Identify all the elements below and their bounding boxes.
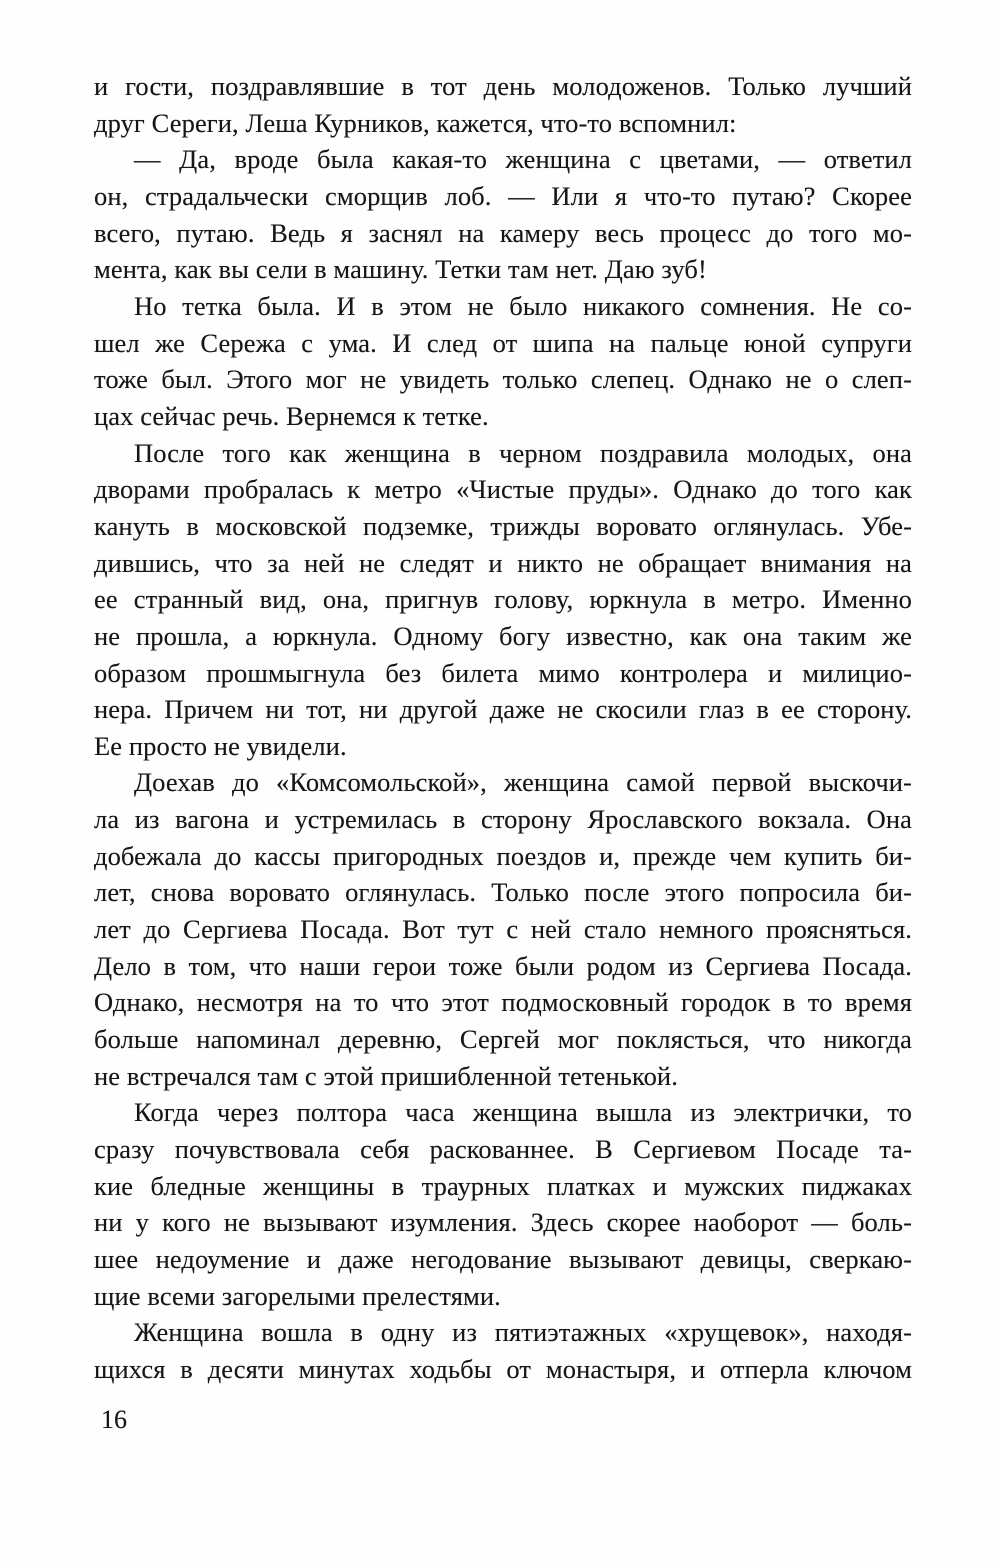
text-block	[94, 68, 912, 1388]
text-line: ла из вагона и устремилась в сторону Ярославского вокзала. Она	[94, 804, 912, 835]
text-line: всего, путаю. Ведь я заснял на камеру весь процесс до того мо-	[94, 217, 912, 248]
text-line: Когда через полтора часа женщина вышла из электрички, то	[134, 1097, 912, 1128]
text-line: кануть в московской подземке, трижды воровато оглянулась. Убе-	[94, 510, 912, 541]
text-line: Однако, несмотря на то что этот подмосковный городок в то время	[94, 987, 912, 1018]
text-line: щихся в десяти минутах ходьбы от монастыря, и отперла ключом	[94, 1353, 912, 1384]
paragraph	[94, 288, 912, 435]
text-line: ни у кого не вызывают изумления. Здесь скорее наоборот — боль-	[94, 1207, 912, 1238]
paragraph	[94, 141, 912, 288]
text-line: дившись, что за ней не следят и никто не обращает внимания на	[94, 547, 912, 578]
text-line: шее недоумение и даже негодование вызывают девицы, сверкаю-	[94, 1244, 912, 1274]
paragraph	[94, 435, 912, 765]
text-line: ее странный вид, она, пригнув голову, юркнула в метро. Именно	[94, 584, 912, 615]
text-line: друг Сереги, Леша Курников, кажется, что-то вспомнил:	[94, 107, 737, 138]
text-line: добежала до кассы пригородных поездов и, прежде чем купить би-	[94, 840, 912, 871]
paragraph	[94, 1094, 912, 1314]
text-line: цах сейчас речь. Вернемся к тетке.	[94, 400, 489, 431]
text-line: лет, снова воровато оглянулась. Только после этого попросила би-	[94, 877, 912, 908]
text-line: дворами пробралась к метро «Чистые пруды». Однако до того как	[94, 474, 912, 505]
text-line: сразу почувствовала себя раскованнее. В Сергиевом Посаде та-	[94, 1134, 912, 1165]
text-line: тоже был. Этого мог не увидеть только слепец. Однако не о слеп-	[94, 364, 912, 395]
text-line: кие бледные женщины в траурных платках и мужских пиджаках	[94, 1170, 912, 1201]
text-line: не прошла, а юркнула. Одному богу известно, как она таким же	[94, 620, 912, 651]
text-line: и гости, поздравлявшие в тот день молодоженов. Только лучший	[94, 71, 912, 101]
text-line: образом прошмыгнула без билета мимо контролера и милицио-	[94, 657, 912, 688]
paragraph	[94, 764, 912, 1094]
text-line: Женщина вошла в одну из пятиэтажных «хрущевок», находя-	[134, 1317, 912, 1348]
text-line: нера. Причем ни тот, ни другой даже не скосили глаз в ее сторону.	[94, 694, 912, 725]
text-line: лет до Сергиева Посада. Вот тут с ней стало немного проясняться.	[94, 914, 912, 945]
text-line: мента, как вы сели в машину. Тетки там нет. Даю зуб!	[94, 254, 707, 285]
text-line: — Да, вроде была какая-то женщина с цветами, — ответил	[134, 144, 912, 175]
text-line: После того как женщина в черном поздравила молодых, она	[134, 437, 912, 468]
text-line: шел же Сережа с ума. И след от шипа на пальце юной супруги	[94, 327, 912, 358]
text-line: Но тетка была. И в этом не было никакого сомнения. Не со-	[134, 290, 912, 321]
text-line: не встречался там с этой пришибленной тетенькой.	[94, 1060, 678, 1091]
text-line: больше напоминал деревню, Сергей мог поклясться, что никогда	[94, 1024, 912, 1055]
text-line: Доехав до «Комсомольской», женщина самой первой выскочи-	[134, 767, 912, 798]
page-number: 16	[101, 1405, 127, 1434]
text-line: щие всеми загорелыми прелестями.	[94, 1280, 501, 1311]
paragraph	[94, 68, 912, 141]
text-line: он, страдальчески сморщив лоб. — Или я что-то путаю? Скорее	[94, 180, 912, 211]
text-line: Дело в том, что наши герои тоже были родом из Сергиева Посада.	[94, 950, 912, 981]
text-line: Ее просто не увидели.	[94, 730, 347, 761]
paragraph	[94, 1314, 912, 1387]
